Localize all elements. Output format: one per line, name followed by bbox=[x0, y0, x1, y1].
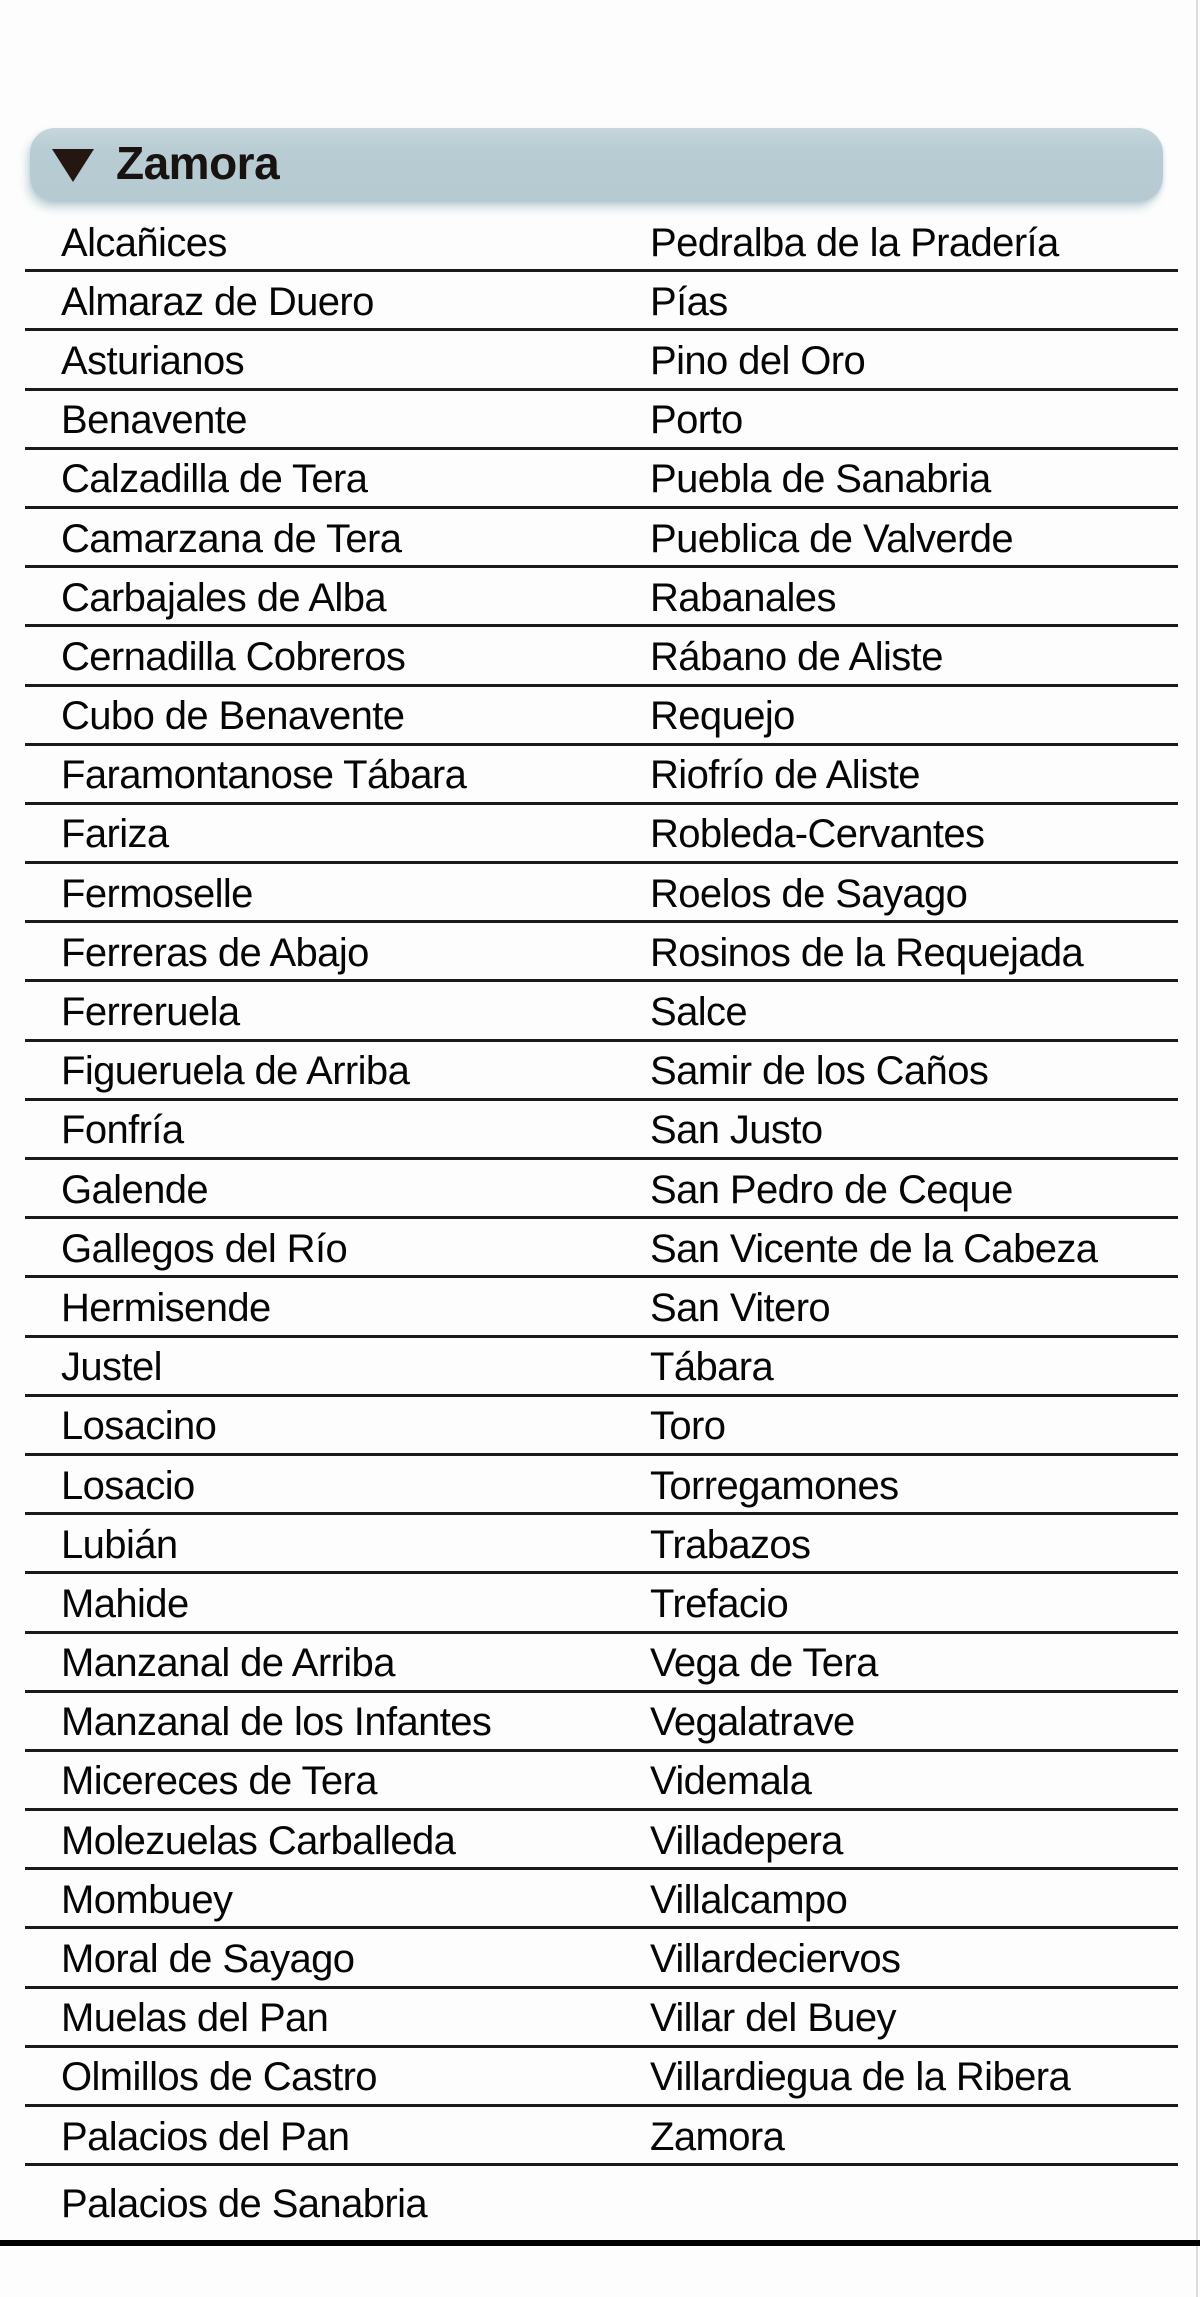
table-row bbox=[25, 805, 1178, 864]
table-row bbox=[25, 568, 1178, 627]
municipality-right: Salce bbox=[650, 990, 748, 1035]
table-row bbox=[25, 1811, 1178, 1870]
table-row bbox=[25, 687, 1178, 746]
table-row bbox=[25, 1338, 1178, 1397]
municipality-left: Calzadilla de Tera bbox=[61, 457, 368, 502]
table-row bbox=[25, 1456, 1178, 1515]
table-row bbox=[25, 1634, 1178, 1693]
section-title: Zamora bbox=[116, 137, 280, 189]
table-row bbox=[25, 1101, 1178, 1160]
municipality-left: Molezuelas Carballeda bbox=[61, 1818, 456, 1863]
municipality-right: Toro bbox=[650, 1404, 726, 1449]
municipality-right: Robleda-Cervantes bbox=[650, 812, 985, 857]
table-row bbox=[25, 982, 1178, 1041]
municipality-left: Fonfría bbox=[61, 1108, 184, 1153]
municipality-left: Benavente bbox=[61, 398, 247, 443]
municipality-left: Galende bbox=[61, 1167, 209, 1212]
table-row bbox=[25, 272, 1178, 331]
municipality-left: Manzanal de Arriba bbox=[61, 1641, 395, 1686]
table-row bbox=[25, 627, 1178, 686]
municipality-left: Fermoselle bbox=[61, 871, 253, 916]
bottom-rule bbox=[0, 2240, 1200, 2246]
municipality-right: San Vitero bbox=[650, 1285, 831, 1330]
municipality-right: Roelos de Sayago bbox=[650, 871, 968, 916]
page-edge-line bbox=[1196, 0, 1198, 2297]
table-row bbox=[25, 1278, 1178, 1337]
municipality-left: Justel bbox=[61, 1345, 162, 1390]
municipality-left: Losacino bbox=[61, 1404, 217, 1449]
table-row bbox=[25, 509, 1178, 568]
municipality-right: Villardeciervos bbox=[650, 1937, 901, 1982]
municipality-right: Rábano de Aliste bbox=[650, 634, 943, 679]
municipality-left: Fariza bbox=[61, 812, 169, 857]
municipality-left: Alcañices bbox=[61, 220, 227, 265]
municipality-left: Gallegos del Río bbox=[61, 1226, 348, 1271]
municipality-left: Manzanal de los Infantes bbox=[61, 1700, 492, 1745]
municipality-left: Lubián bbox=[61, 1522, 178, 1567]
table-row bbox=[25, 1397, 1178, 1456]
table-row bbox=[25, 2166, 1178, 2238]
municipality-left: Muelas del Pan bbox=[61, 1996, 329, 2041]
municipality-right: Pueblica de Valverde bbox=[650, 516, 1014, 561]
municipality-left: Almaraz de Duero bbox=[61, 279, 374, 324]
table-row bbox=[25, 1042, 1178, 1101]
municipality-right: San Vicente de la Cabeza bbox=[650, 1226, 1098, 1271]
table-row bbox=[25, 1929, 1178, 1988]
municipality-left: Hermisende bbox=[61, 1285, 271, 1330]
table-row bbox=[25, 391, 1178, 450]
municipality-right: Porto bbox=[650, 398, 743, 443]
municipality-left: Carbajales de Alba bbox=[61, 575, 386, 620]
municipality-left: Cernadilla Cobreros bbox=[61, 634, 406, 679]
municipality-left: Micereces de Tera bbox=[61, 1759, 377, 1804]
table-row bbox=[25, 450, 1178, 509]
table-row bbox=[25, 1515, 1178, 1574]
municipality-right: San Pedro de Ceque bbox=[650, 1167, 1013, 1212]
table-row bbox=[25, 1989, 1178, 2048]
table-row bbox=[25, 1752, 1178, 1811]
municipality-left: Figueruela de Arriba bbox=[61, 1049, 410, 1094]
municipality-table bbox=[25, 213, 1178, 2238]
municipality-left: Palacios de Sanabria bbox=[61, 2181, 428, 2226]
municipality-right: Samir de los Caños bbox=[650, 1049, 989, 1094]
municipality-left: Olmillos de Castro bbox=[61, 2055, 377, 2100]
municipality-right: Requejo bbox=[650, 694, 795, 739]
municipality-right: Zamora bbox=[650, 2114, 785, 2159]
municipality-left: Asturianos bbox=[61, 338, 244, 383]
table-row bbox=[25, 1693, 1178, 1752]
table-row bbox=[25, 2048, 1178, 2107]
table-row bbox=[25, 1574, 1178, 1633]
municipality-right: Villadepera bbox=[650, 1818, 843, 1863]
table-row bbox=[25, 1219, 1178, 1278]
collapse-triangle-icon bbox=[52, 149, 94, 182]
municipality-right: Villardiegua de la Ribera bbox=[650, 2055, 1071, 2100]
table-row bbox=[25, 213, 1178, 272]
municipality-right: Trabazos bbox=[650, 1522, 811, 1567]
municipality-left: Mombuey bbox=[61, 1877, 233, 1922]
municipality-right: Riofrío de Aliste bbox=[650, 753, 920, 798]
municipality-right: Vega de Tera bbox=[650, 1641, 878, 1686]
section-header-zamora[interactable] bbox=[30, 128, 1163, 202]
municipality-left: Moral de Sayago bbox=[61, 1937, 355, 1982]
municipality-right: Tábara bbox=[650, 1345, 774, 1390]
municipality-right: Rabanales bbox=[650, 575, 836, 620]
municipality-right: Torregamones bbox=[650, 1463, 899, 1508]
municipality-right: Vegalatrave bbox=[650, 1700, 855, 1745]
table-row bbox=[25, 331, 1178, 390]
municipality-right: Rosinos de la Requejada bbox=[650, 930, 1084, 975]
municipality-right: Villalcampo bbox=[650, 1877, 848, 1922]
table-row bbox=[25, 746, 1178, 805]
municipality-left: Losacio bbox=[61, 1463, 195, 1508]
municipality-left: Mahide bbox=[61, 1581, 189, 1626]
municipality-left: Faramontanose Tábara bbox=[61, 753, 467, 798]
municipality-right: Pedralba de la Pradería bbox=[650, 220, 1059, 265]
municipality-right: Villar del Buey bbox=[650, 1996, 896, 2041]
municipality-left: Palacios del Pan bbox=[61, 2114, 350, 2159]
municipality-right: Pino del Oro bbox=[650, 338, 866, 383]
table-row bbox=[25, 923, 1178, 982]
table-row bbox=[25, 864, 1178, 923]
table-row bbox=[25, 1870, 1178, 1929]
municipality-left: Cubo de Benavente bbox=[61, 694, 405, 739]
municipality-right: Puebla de Sanabria bbox=[650, 457, 991, 502]
municipality-right: Videmala bbox=[650, 1759, 812, 1804]
table-row bbox=[25, 2107, 1178, 2166]
municipality-left: Camarzana de Tera bbox=[61, 516, 402, 561]
municipality-right: San Justo bbox=[650, 1108, 823, 1153]
table-row bbox=[25, 1160, 1178, 1219]
municipality-left: Ferreras de Abajo bbox=[61, 930, 369, 975]
municipality-right: Pías bbox=[650, 279, 728, 324]
municipality-right: Trefacio bbox=[650, 1581, 789, 1626]
municipality-left: Ferreruela bbox=[61, 990, 240, 1035]
